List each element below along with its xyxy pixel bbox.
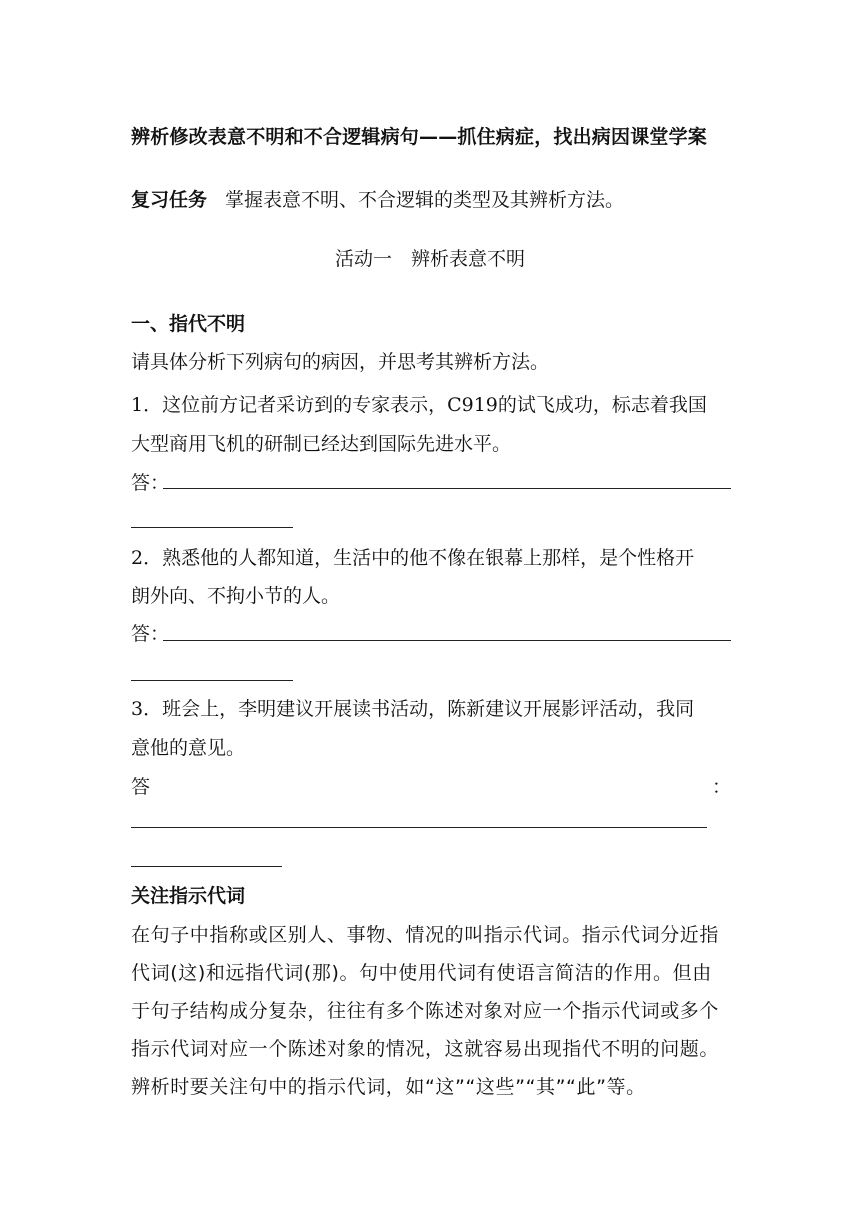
review-task-label: 复习任务 (131, 189, 208, 211)
focus-heading: 关注指示代词 (131, 885, 246, 907)
focus-line-3: 于句子结构成分复杂，往往有多个陈述对象对应一个指示代词或多个 (131, 1000, 720, 1022)
question-3-line-2: 意他的意见。 (131, 737, 246, 759)
answer-3-blank-line-2[interactable] (131, 866, 282, 867)
focus-line-2: 代词(这)和远指代词(那)。句中使用代词有使语言简洁的作用。但由 (131, 962, 712, 984)
question-1-line-2: 大型商用飞机的研制已经达到国际先进水平。 (131, 433, 512, 455)
focus-line-4: 指示代词对应一个陈述对象的情况，这就容易出现指代不明的问题。 (131, 1038, 720, 1060)
section-instruction: 请具体分析下列病句的病因，并思考其辨析方法。 (131, 351, 550, 373)
answer-2-label: 答： (131, 623, 170, 645)
focus-line-1: 在句子中指称或区别人、事物、情况的叫指示代词。指示代词分近指 (131, 924, 720, 946)
review-task (131, 187, 731, 213)
answer-3-label: 答 (131, 776, 151, 798)
question-3-line-1: 3．班会上，李明建议开展读书活动，陈新建议开展影评活动，我同 (131, 698, 695, 720)
activity-heading: 活动一 辨析表意不明 (334, 248, 525, 270)
answer-1-blank-line[interactable] (163, 488, 731, 489)
answer-2-blank-line[interactable] (163, 640, 731, 641)
answer-2-blank-line-2[interactable] (131, 680, 293, 681)
question-2-line-2: 朗外向、不拘小节的人。 (131, 585, 341, 607)
answer-1-blank-line-2[interactable] (131, 527, 293, 528)
question-2-line-1: 2．熟悉他的人都知道，生活中的他不像在银幕上那样，是个性格开 (131, 547, 695, 569)
answer-3-blank-line[interactable] (131, 827, 707, 828)
answer-3-row (131, 774, 731, 800)
section-heading: 一、指代不明 (131, 313, 246, 335)
focus-line-5: 辨析时要关注句中的指示代词，如“这”“这些”“其”“此”等。 (131, 1076, 646, 1098)
answer-3-colon: ： (711, 776, 731, 798)
answer-1-label: 答： (131, 472, 170, 494)
review-task-text: 掌握表意不明、不合逻辑的类型及其辨析方法。 (225, 189, 625, 211)
page-title: 辨析修改表意不明和不合逻辑病句——抓住病症，找出病因课堂学案 (131, 126, 708, 148)
question-1-line-1: 1．这位前方记者采访到的专家表示，C919的试飞成功，标志着我国 (131, 394, 707, 416)
